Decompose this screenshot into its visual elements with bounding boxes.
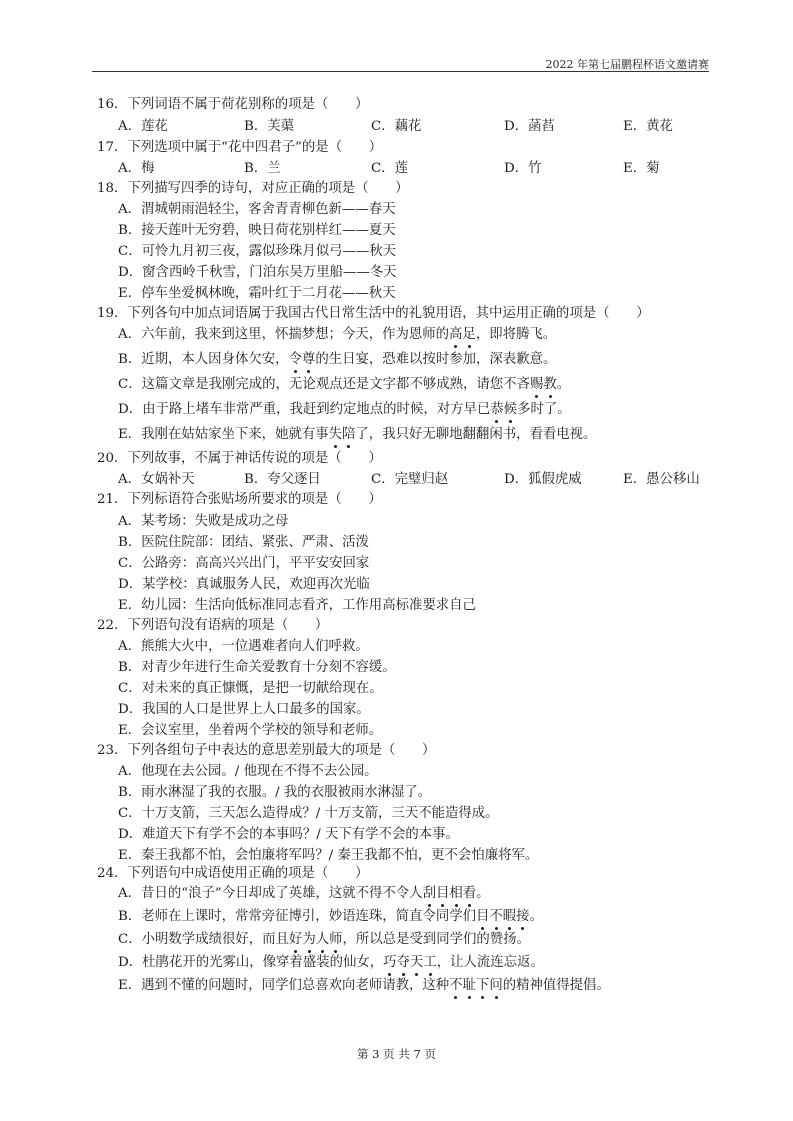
option-text: 我国的人口是世界上人口最多的国家。 bbox=[142, 702, 370, 717]
option-label: D． bbox=[118, 827, 143, 842]
question-number: 19 bbox=[97, 306, 115, 321]
dotted-word bbox=[476, 909, 530, 924]
option-text: 小明数学成绩很好，而且 bbox=[141, 932, 289, 947]
emphasis-dot bbox=[388, 973, 391, 976]
emphasis-dot bbox=[454, 996, 457, 999]
dotted-word-text: 巧夺天工 bbox=[383, 955, 437, 970]
option-18c bbox=[118, 244, 396, 260]
option-text: 渭城朝雨浥轻尘，客舍青青柳色新——春天 bbox=[141, 202, 396, 217]
option-text: 近期，本人因身体欠安， bbox=[141, 352, 289, 367]
option-label: D． bbox=[118, 577, 143, 592]
option-text: 会议室里，坐着两个学校的领导和老师。 bbox=[141, 723, 383, 738]
option-label: C． bbox=[371, 119, 395, 134]
option-18d bbox=[118, 265, 397, 281]
option-19c bbox=[118, 377, 570, 393]
option-16a bbox=[118, 119, 168, 135]
option-label: B． bbox=[244, 161, 268, 176]
option-text: 某学校：真诚服务人民，欢迎再次光临 bbox=[142, 577, 370, 592]
option-22a bbox=[118, 639, 369, 655]
option-21e bbox=[118, 598, 476, 614]
option-16d bbox=[504, 119, 555, 135]
question-number: 16 bbox=[97, 97, 115, 112]
emphasis-dot bbox=[495, 927, 498, 930]
question-text: ．下列选项中属于“花中四君子”的是（ ） bbox=[114, 140, 383, 155]
dotted-word bbox=[289, 932, 343, 947]
option-text: 老师在上课时，常常旁征博引，妙语连珠，简直令同学们 bbox=[141, 909, 476, 924]
option-label: D． bbox=[504, 119, 529, 134]
option-label: A． bbox=[118, 886, 142, 901]
option-text: 完璧归赵 bbox=[394, 472, 449, 487]
option-text: 他现在去公园。/ 他现在不得不去公园。 bbox=[141, 764, 378, 779]
question-number: 18 bbox=[97, 181, 115, 196]
option-23e bbox=[118, 848, 538, 864]
option-19d bbox=[118, 402, 571, 418]
emphasis-dot bbox=[455, 904, 458, 907]
option-17d bbox=[504, 161, 542, 177]
option-label: B． bbox=[118, 223, 142, 238]
option-23b bbox=[118, 785, 431, 801]
emphasis-dot bbox=[428, 904, 431, 907]
option-text: 遇到不懂的问题时，同学们总喜欢向老师请教，这种 bbox=[141, 978, 450, 993]
emphasis-dot bbox=[415, 973, 418, 976]
emphasis-dot bbox=[402, 973, 405, 976]
option-text: 六年前，我来到这里，怀揣梦想；今天，作为恩师的 bbox=[141, 327, 450, 342]
question-text: ．下列语句没有语病的项是（ ） bbox=[114, 618, 329, 633]
option-label: D． bbox=[118, 955, 143, 970]
option-text: 杜鹃花开的光雾山，像穿着盛装的仙女， bbox=[142, 955, 384, 970]
option-text: 菡萏 bbox=[528, 119, 555, 134]
option-18e bbox=[118, 286, 396, 302]
option-label: E． bbox=[623, 161, 647, 176]
option-label: B． bbox=[118, 660, 142, 675]
option-text: 。 bbox=[556, 377, 571, 392]
option-text: 菊 bbox=[646, 161, 660, 176]
option-16e bbox=[623, 119, 673, 135]
option-text: ，所以总是受到同学们的赞扬。 bbox=[342, 932, 530, 947]
option-24b bbox=[118, 909, 543, 925]
option-text: 狐假虎威 bbox=[528, 472, 582, 487]
option-22c bbox=[118, 681, 383, 697]
option-label: B． bbox=[118, 909, 142, 924]
question-text: ．下列各组句子中表达的意思差别最大的项是（ ） bbox=[114, 743, 436, 758]
option-text: ，让人流连忘返。 bbox=[436, 955, 544, 970]
option-text: 对青少年进行生命关爱教育十分刻不容缓。 bbox=[141, 660, 396, 675]
option-label: D． bbox=[504, 472, 529, 487]
option-24a bbox=[118, 886, 490, 902]
option-text: 了，我只好无聊地翻翻闲书，看看电视。 bbox=[355, 427, 597, 442]
option-label: D． bbox=[118, 402, 143, 417]
option-text: 某考场：失败是成功之母 bbox=[141, 514, 289, 529]
option-text: 难道天下有学不会的本事吗？/ 天下有学不会的本事。 bbox=[142, 827, 459, 842]
option-20b bbox=[244, 472, 321, 488]
option-21c bbox=[118, 556, 369, 572]
question-text: ．下列描写四季的诗句，对应正确的项是（ ） bbox=[114, 181, 409, 196]
option-label: B． bbox=[118, 535, 142, 550]
dotted-word-text: 不耻下问 bbox=[449, 978, 503, 993]
option-23d bbox=[118, 827, 459, 843]
question-18-stem bbox=[97, 181, 409, 197]
option-17b bbox=[244, 161, 281, 177]
option-label: C． bbox=[371, 161, 395, 176]
question-23-stem bbox=[97, 743, 435, 759]
emphasis-dot bbox=[429, 973, 432, 976]
option-text: 兰 bbox=[267, 161, 281, 176]
dotted-word-text: 恭候 bbox=[490, 402, 518, 417]
emphasis-dot bbox=[495, 420, 498, 423]
option-21a bbox=[118, 514, 288, 530]
dotted-word-text: 赐教 bbox=[529, 377, 557, 392]
option-19a bbox=[118, 327, 556, 343]
option-16c bbox=[371, 119, 421, 135]
option-text: 昔日的“浪子”今日却成了英雄，这就不得不令人 bbox=[141, 886, 423, 901]
option-text: 对未来的真正慷慨，是把一切献给现在。 bbox=[141, 681, 383, 696]
page-header: 2022 年第七届鹏程杯语文邀请赛 bbox=[545, 58, 709, 71]
option-label: E． bbox=[118, 848, 142, 863]
emphasis-dot bbox=[468, 996, 471, 999]
emphasis-dot bbox=[509, 420, 512, 423]
option-label: C． bbox=[118, 244, 142, 259]
option-label: B． bbox=[244, 472, 268, 487]
dotted-word bbox=[423, 886, 477, 901]
option-text: 芙蕖 bbox=[267, 119, 295, 134]
option-text: 黄花 bbox=[646, 119, 673, 134]
option-text: 女娲补天 bbox=[141, 472, 195, 487]
option-text: 可怜九月初三夜，露似珍珠月似弓——秋天 bbox=[141, 244, 397, 259]
dotted-word-text: 目不暇接 bbox=[476, 909, 530, 924]
option-label: C． bbox=[371, 472, 395, 487]
option-text: 我刚在姑姑家坐下来，她就有事 bbox=[141, 427, 329, 442]
question-number: 17 bbox=[97, 140, 115, 155]
option-24d bbox=[118, 955, 544, 971]
emphasis-dot bbox=[347, 445, 350, 448]
option-text: 莲 bbox=[394, 161, 409, 176]
dotted-word-text: 失陪 bbox=[328, 427, 356, 442]
dotted-word-text: 好为人师 bbox=[288, 932, 343, 947]
option-16b bbox=[244, 119, 294, 135]
option-label: C． bbox=[118, 932, 142, 947]
option-label: E． bbox=[118, 286, 142, 301]
option-18a bbox=[118, 202, 395, 218]
emphasis-dot bbox=[495, 996, 498, 999]
question-19-stem bbox=[97, 306, 650, 322]
emphasis-dot bbox=[535, 395, 538, 398]
option-label: B． bbox=[118, 352, 142, 367]
option-text: 竹 bbox=[528, 161, 542, 176]
question-number: 20 bbox=[97, 451, 115, 466]
option-label: B． bbox=[118, 785, 142, 800]
option-label: A． bbox=[118, 764, 142, 779]
question-24-stem bbox=[97, 866, 368, 882]
option-label: A． bbox=[118, 639, 142, 654]
option-text: 十万支箭，三天怎么造得成？/ 十万支箭，三天不能造得成。 bbox=[141, 806, 499, 821]
question-number: 23 bbox=[97, 743, 115, 758]
emphasis-dot bbox=[549, 395, 552, 398]
emphasis-dot bbox=[294, 370, 297, 373]
emphasis-dot bbox=[468, 345, 471, 348]
emphasis-dot bbox=[481, 996, 484, 999]
page-footer: 第 3 页 共 7 页 bbox=[357, 1047, 436, 1061]
option-label: D． bbox=[118, 265, 143, 280]
option-text: 藕花 bbox=[394, 119, 422, 134]
dotted-word-text: 令尊 bbox=[288, 352, 316, 367]
dotted-word-text: 刮目相看 bbox=[422, 886, 477, 901]
option-text: 梅 bbox=[141, 161, 155, 176]
option-text: 公路旁：高高兴兴出门，平平安安回家 bbox=[141, 556, 370, 571]
option-label: B． bbox=[244, 119, 268, 134]
option-text: 停车坐爱枫林晚，霜叶红于二月花——秋天 bbox=[141, 286, 396, 301]
emphasis-dot bbox=[468, 904, 471, 907]
option-text: 。 bbox=[476, 886, 490, 901]
emphasis-dot bbox=[308, 950, 311, 953]
option-text: 医院住院部：团结、紧张、严肃、活泼 bbox=[141, 535, 369, 550]
option-label: D． bbox=[504, 161, 529, 176]
option-22b bbox=[118, 660, 396, 676]
option-text: 的精神值得提倡。 bbox=[502, 978, 610, 993]
option-label: E． bbox=[118, 598, 142, 613]
option-label: E． bbox=[623, 119, 647, 134]
option-20e bbox=[623, 472, 700, 488]
option-text: 秦王我都不怕，会怕廉将军吗？/ 秦王我都不怕，更不会怕廉将军。 bbox=[141, 848, 539, 863]
option-label: A． bbox=[118, 161, 142, 176]
question-text: ．下列词语不属于荷花别称的项是（ ） bbox=[114, 97, 369, 112]
dotted-word bbox=[449, 327, 476, 342]
option-label: A． bbox=[118, 472, 142, 487]
emphasis-dot bbox=[334, 950, 337, 953]
option-21d bbox=[118, 577, 370, 593]
option-label: A． bbox=[118, 202, 142, 217]
option-label: C． bbox=[118, 681, 142, 696]
emphasis-dot bbox=[307, 370, 310, 373]
dotted-word bbox=[490, 402, 517, 417]
option-label: E． bbox=[118, 723, 142, 738]
option-19b bbox=[118, 352, 556, 368]
option-17a bbox=[118, 161, 154, 177]
question-20-stem bbox=[97, 451, 382, 467]
question-22-stem bbox=[97, 618, 328, 634]
question-text: ．下列故事，不属于神话传说的项是（ ） bbox=[114, 451, 382, 466]
option-20c bbox=[371, 472, 448, 488]
option-21b bbox=[118, 535, 369, 551]
option-text: 夸父逐日 bbox=[267, 472, 321, 487]
option-18b bbox=[118, 223, 396, 239]
option-label: E． bbox=[623, 472, 647, 487]
option-label: A． bbox=[118, 327, 142, 342]
option-label: C． bbox=[118, 377, 142, 392]
dotted-word bbox=[530, 377, 557, 392]
dotted-word bbox=[329, 427, 356, 442]
header-rule bbox=[92, 71, 709, 72]
option-label: A． bbox=[118, 514, 142, 529]
emphasis-dot bbox=[334, 445, 337, 448]
option-23c bbox=[118, 806, 499, 822]
option-text: 熊熊大火中，一位遇难者向人们呼救。 bbox=[141, 639, 369, 654]
option-19e bbox=[118, 427, 596, 443]
emphasis-dot bbox=[441, 904, 444, 907]
option-23a bbox=[118, 764, 377, 780]
emphasis-dot bbox=[481, 927, 484, 930]
emphasis-dot bbox=[521, 927, 524, 930]
question-number: 21 bbox=[97, 492, 115, 507]
question-17-stem bbox=[97, 140, 382, 156]
emphasis-dot bbox=[508, 927, 511, 930]
option-17c bbox=[371, 161, 408, 177]
option-text: 雨水淋湿了我的衣服。/ 我的衣服被雨水淋湿了。 bbox=[141, 785, 432, 800]
emphasis-dot bbox=[321, 950, 324, 953]
option-text: 的生日宴，恐难以按时参加，深表歉意。 bbox=[315, 352, 557, 367]
option-text: 这篇文章是我刚完成的，无论观点还是文字都不够成熟，请您不吝 bbox=[141, 377, 530, 392]
emphasis-dot bbox=[294, 950, 297, 953]
option-22d bbox=[118, 702, 370, 718]
dotted-word bbox=[289, 352, 316, 367]
option-24c bbox=[118, 932, 530, 948]
question-text: ．下列标语符合张贴场所要求的项是（ ） bbox=[114, 492, 382, 507]
option-24e bbox=[118, 978, 610, 994]
option-text: 窗含西岭千秋雪，门泊东吴万里船——冬天 bbox=[142, 265, 397, 280]
option-17e bbox=[623, 161, 660, 177]
question-text: ．下列各句中加点词语属于我国古代日常生活中的礼貌用语，其中运用正确的项是（ ） bbox=[114, 306, 650, 321]
option-22e bbox=[118, 723, 382, 739]
dotted-word bbox=[383, 955, 437, 970]
option-label: A． bbox=[118, 119, 142, 134]
option-label: E． bbox=[118, 427, 142, 442]
question-21-stem bbox=[97, 492, 382, 508]
option-text: ，即将腾飞。 bbox=[475, 327, 557, 342]
dotted-word-text: 高足 bbox=[449, 327, 476, 342]
option-text: 。 bbox=[529, 909, 543, 924]
option-text: 由于路上堵车非常严重，我赶到约定地点的时候，对方早已 bbox=[142, 402, 491, 417]
option-20a bbox=[118, 472, 195, 488]
dotted-word bbox=[449, 978, 503, 993]
option-text: 多时了。 bbox=[517, 402, 571, 417]
option-text: 幼儿园：生活向低标准同志看齐，工作用高标准要求自己 bbox=[141, 598, 476, 613]
option-text: 莲花 bbox=[141, 119, 168, 134]
option-20d bbox=[504, 472, 582, 488]
option-text: 接天莲叶无穷碧，映日荷花别样红——夏天 bbox=[141, 223, 396, 238]
emphasis-dot bbox=[454, 345, 457, 348]
option-label: E． bbox=[118, 978, 142, 993]
option-label: C． bbox=[118, 556, 142, 571]
option-label: C． bbox=[118, 806, 142, 821]
question-text: ．下列语句中成语使用正确的项是（ ） bbox=[114, 866, 369, 881]
option-label: D． bbox=[118, 702, 143, 717]
option-text: 愚公移山 bbox=[646, 472, 700, 487]
question-number: 24 bbox=[97, 866, 115, 881]
question-number: 22 bbox=[97, 618, 115, 633]
question-16-stem bbox=[97, 97, 368, 113]
